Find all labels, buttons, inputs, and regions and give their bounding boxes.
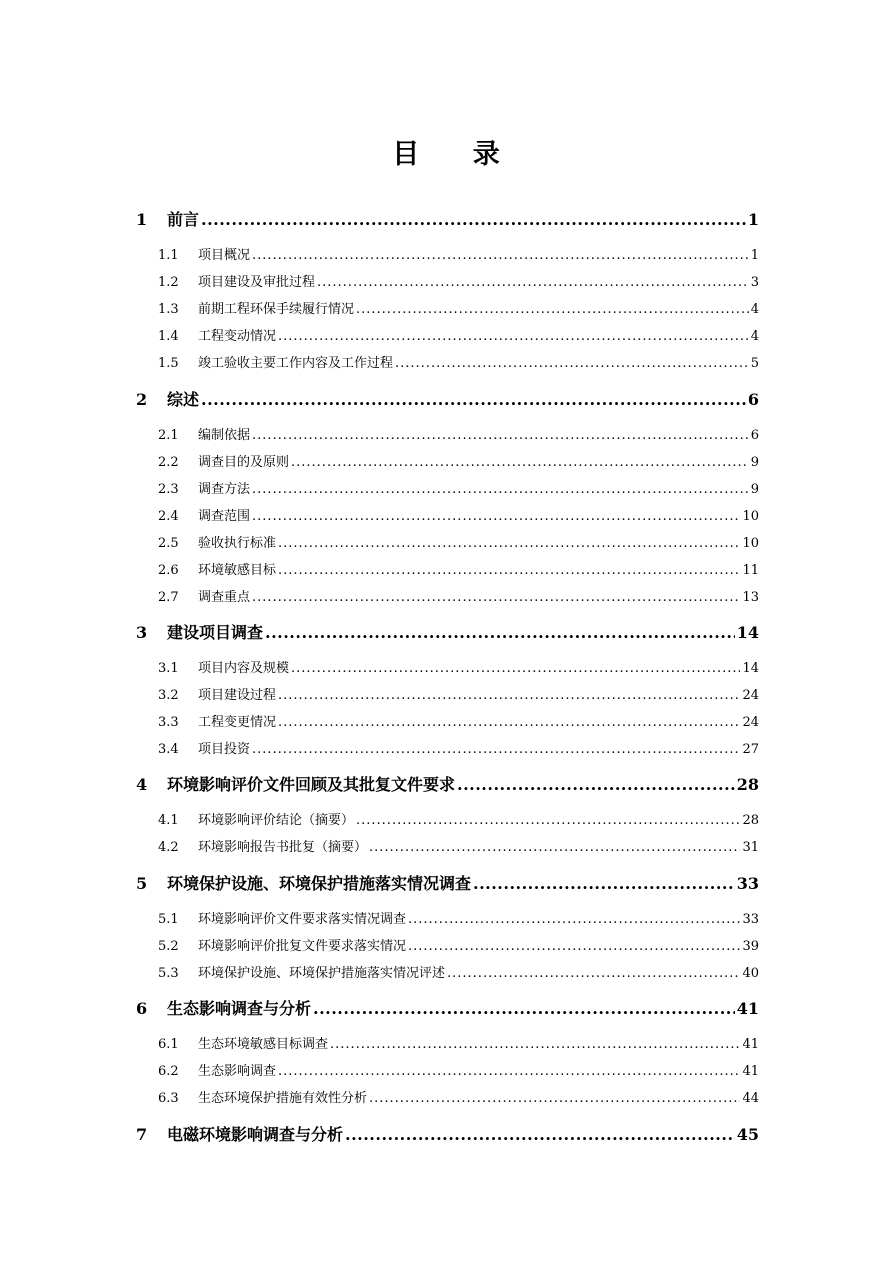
toc-entry-label: 环境保护设施、环境保护措施落实情况评述 [198,966,446,981]
toc-section-entry[interactable] [158,426,759,446]
toc-entry-page-number: 9 [750,455,759,470]
toc-section-entry[interactable] [158,713,759,733]
toc-dot-leader [313,997,735,1021]
toc-chapter-entry[interactable] [136,621,759,645]
toc-entry-label: 工程变动情况 [198,329,277,344]
toc-section-entry[interactable] [158,480,759,500]
toc-entry-label: 项目内容及规模 [198,661,290,676]
toc-entry-label: 编制依据 [198,428,251,443]
toc-entry-number: 2.1 [158,428,179,443]
toc-dot-leader [252,507,740,527]
toc-section-entry[interactable] [158,740,759,760]
toc-entry-page-number: 13 [742,590,759,605]
toc-entry-number: 2.4 [158,509,179,524]
toc-entry-number: 1.5 [158,356,179,371]
toc-dot-leader [408,937,740,957]
toc-dot-leader [408,910,740,930]
toc-dot-leader [265,621,735,645]
toc-section-entry[interactable] [158,453,759,473]
toc-entry-page-number: 27 [742,742,759,757]
toc-entry-page-number: 44 [742,1091,759,1106]
toc-section-entry[interactable] [158,327,759,347]
toc-entry-page-number: 14 [742,661,759,676]
toc-entry-page-number: 9 [750,482,759,497]
toc-entry-page-number: 4 [750,302,759,317]
toc-entry-label: 环境影响报告书批复（摘要） [198,840,368,855]
toc-dot-leader [201,208,746,232]
toc-entry-number: 2.6 [158,563,179,578]
toc-entry-number: 7 [136,1125,148,1144]
toc-entry-label: 建设项目调查 [167,623,264,642]
toc-dot-leader [291,659,740,679]
toc-dot-leader [252,246,749,266]
toc-entry-label: 生态影响调查 [198,1064,277,1079]
toc-entry-number: 3 [136,623,148,642]
toc-dot-leader [356,811,740,831]
toc-dot-leader [345,1123,735,1147]
toc-entry-label: 环境影响评价批复文件要求落实情况 [198,939,407,954]
toc-entry-number: 6 [136,999,148,1018]
toc-entry-page-number: 41 [742,1064,759,1079]
toc-entry-page-number: 31 [742,840,759,855]
toc-dot-leader [278,713,740,733]
toc-entry-number: 5 [136,874,148,893]
toc-entry-label: 前期工程环保手续履行情况 [198,302,355,317]
toc-entry-label: 验收执行标准 [198,536,277,551]
toc-entry-page-number: 24 [742,715,759,730]
toc-entry-page-number: 40 [742,966,759,981]
toc-dot-leader [369,838,740,858]
toc-entry-number: 1.4 [158,329,179,344]
toc-entry-label: 工程变更情况 [198,715,277,730]
toc-entry-page-number: 1 [750,248,759,263]
toc-dot-leader [252,426,749,446]
toc-entry-page-number: 33 [736,874,759,893]
toc-dot-leader [473,872,735,896]
toc-section-entry[interactable] [158,588,759,608]
toc-entry-label: 生态环境敏感目标调查 [198,1037,329,1052]
toc-section-entry[interactable] [158,910,759,930]
toc-entry-label: 生态影响调查与分析 [167,999,312,1018]
toc-section-entry[interactable] [158,1035,759,1055]
toc-entry-page-number: 10 [742,509,759,524]
toc-entry-number: 2 [136,390,148,409]
toc-entry-number: 6.1 [158,1037,179,1052]
toc-entry-number: 4.1 [158,813,179,828]
toc-section-entry[interactable] [158,838,759,858]
toc-section-entry[interactable] [158,937,759,957]
toc-section-entry[interactable] [158,534,759,554]
toc-entry-number: 5.2 [158,939,179,954]
toc-entry-page-number: 28 [736,775,759,794]
toc-entry-number: 2.5 [158,536,179,551]
toc-entry-label: 环境敏感目标 [198,563,277,578]
toc-section-entry[interactable] [158,507,759,527]
toc-dot-leader [457,773,735,797]
toc-chapter-entry[interactable] [136,208,759,232]
toc-entry-number: 3.3 [158,715,179,730]
toc-entry-number: 2.7 [158,590,179,605]
toc-entry-number: 3.4 [158,742,179,757]
toc-entry-label: 竣工验收主要工作内容及工作过程 [198,356,394,371]
toc-dot-leader [278,561,740,581]
toc-dot-leader [447,964,740,984]
toc-dot-leader [278,327,749,347]
toc-entry-label: 生态环境保护措施有效性分析 [198,1091,368,1106]
toc-entry-page-number: 10 [742,536,759,551]
toc-entry-number: 5.3 [158,966,179,981]
toc-entry-label: 综述 [167,390,200,409]
toc-entry-label: 项目建设及审批过程 [198,275,316,290]
toc-entry-number: 2.2 [158,455,179,470]
toc-entry-page-number: 6 [747,390,759,409]
toc-entry-number: 5.1 [158,912,179,927]
toc-entry-label: 环境影响评价文件要求落实情况调查 [198,912,407,927]
toc-entry-number: 1.1 [158,248,179,263]
toc-dot-leader [369,1089,740,1109]
toc-section-entry[interactable] [158,964,759,984]
toc-dot-leader [252,740,740,760]
toc-dot-leader [252,480,749,500]
toc-section-entry[interactable] [158,246,759,266]
toc-entry-label: 项目概况 [198,248,251,263]
toc-entry-page-number: 3 [750,275,759,290]
toc-entry-page-number: 24 [742,688,759,703]
toc-section-entry[interactable] [158,1062,759,1082]
toc-entry-label: 电磁环境影响调查与分析 [167,1125,344,1144]
toc-dot-leader [201,388,746,412]
toc-entry-page-number: 28 [742,813,759,828]
toc-chapter-entry[interactable] [136,388,759,412]
toc-entry-number: 3.1 [158,661,179,676]
toc-entry-page-number: 45 [736,1125,759,1144]
toc-section-entry[interactable] [158,1089,759,1109]
toc-dot-leader [291,453,749,473]
toc-entry-page-number: 4 [750,329,759,344]
toc-chapter-entry[interactable] [136,1123,759,1147]
toc-entry-page-number: 5 [750,356,759,371]
toc-dot-leader [317,273,749,293]
toc-dot-leader [278,686,740,706]
toc-entry-label: 环境保护设施、环境保护措施落实情况调查 [167,874,472,893]
toc-entry-page-number: 41 [736,999,759,1018]
toc-section-entry[interactable] [158,686,759,706]
toc-dot-leader [252,588,740,608]
toc-entry-number: 1.3 [158,302,179,317]
toc-dot-leader [278,534,740,554]
toc-section-entry[interactable] [158,354,759,374]
toc-entry-page-number: 14 [736,623,759,642]
toc-entry-number: 6.3 [158,1091,179,1106]
toc-entry-page-number: 41 [742,1037,759,1052]
toc-entry-label: 项目建设过程 [198,688,277,703]
toc-section-entry[interactable] [158,659,759,679]
toc-entry-number: 4 [136,775,148,794]
toc-entry-page-number: 33 [742,912,759,927]
toc-entry-page-number: 39 [742,939,759,954]
toc-section-entry[interactable] [158,300,759,320]
toc-entry-label: 调查范围 [198,509,251,524]
toc-entry-label: 调查方法 [198,482,251,497]
toc-entry-label: 环境影响评价结论（摘要） [198,813,355,828]
toc-chapter-entry[interactable] [136,872,759,896]
page-title: 目 录 [392,139,522,170]
toc-section-entry[interactable] [158,811,759,831]
toc-entry-number: 4.2 [158,840,179,855]
toc-entry-page-number: 1 [747,210,759,229]
toc-dot-leader [395,354,749,374]
toc-entry-page-number: 11 [742,563,759,578]
toc-entry-label: 项目投资 [198,742,251,757]
toc-entry-number: 2.3 [158,482,179,497]
toc-dot-leader [356,300,749,320]
toc-section-entry[interactable] [158,273,759,293]
toc-entry-label: 前言 [167,210,200,229]
toc-entry-number: 6.2 [158,1064,179,1079]
toc-entry-number: 1.2 [158,275,179,290]
toc-entry-label: 环境影响评价文件回顾及其批复文件要求 [167,775,456,794]
toc-dot-leader [330,1035,740,1055]
toc-entry-number: 1 [136,210,148,229]
toc-entry-label: 调查重点 [198,590,251,605]
toc-dot-leader [278,1062,740,1082]
toc-entry-label: 调查目的及原则 [198,455,290,470]
toc-chapter-entry[interactable] [136,773,759,797]
toc-chapter-entry[interactable] [136,997,759,1021]
toc-entry-number: 3.2 [158,688,179,703]
toc-section-entry[interactable] [158,561,759,581]
toc-entry-page-number: 6 [750,428,759,443]
